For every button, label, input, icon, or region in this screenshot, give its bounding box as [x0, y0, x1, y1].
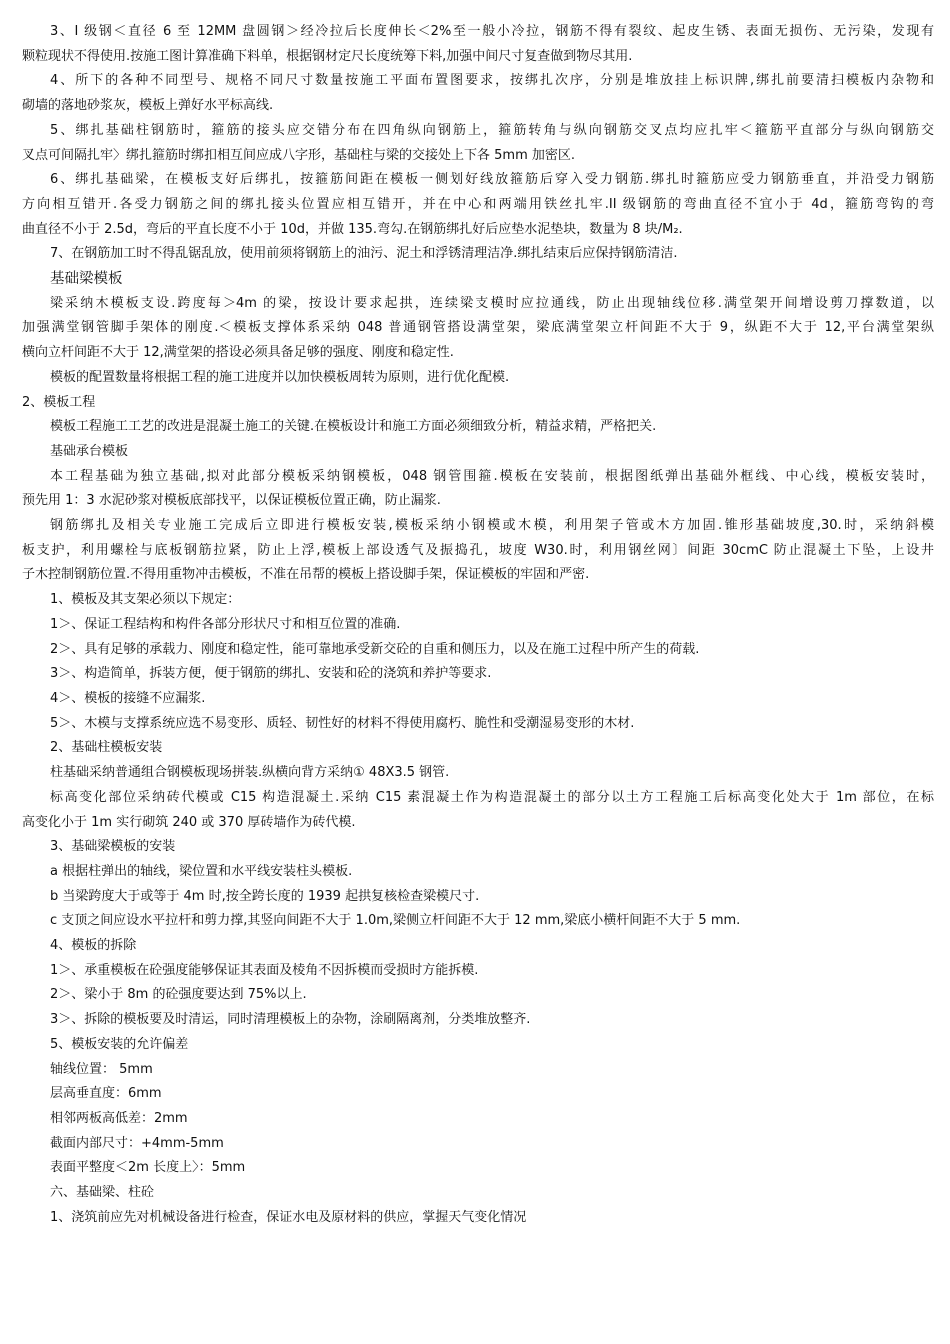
text-line: 梁采纳木模板支设.跨度每＞4m 的梁，按设计要求起拱，连续梁支模时应拉通线，防止出现轴线位移.满堂架开间增设剪刀撑数道，以	[50, 295, 934, 311]
text-line: 4＞、模板的接缝不应漏浆.	[50, 690, 206, 706]
section-heading: 基础梁模板	[50, 271, 123, 288]
text-line: 2＞、梁小于 8m 的砼强度要达到 75%以上.	[50, 987, 307, 1003]
text-line: 2＞、具有足够的承载力、刚度和稳定性，能可靠地承受新交砼的自重和侧压力，以及在施工过程中所产生的荷载.	[50, 641, 700, 657]
text-line: 叉点可间隔扎牢〉绑扎箍筋时绑扣相互间应成八字形，基础柱与梁的交接处上下各 5mm 加密区.	[22, 147, 575, 163]
text-line: 六、基础梁、柱砼	[50, 1185, 155, 1201]
text-line: 钢筋绑扎及相关专业施工完成后立即进行模板安装,模板采纳小钢模或木模，利用架子管或木方加固.锥形基础坡度,30.时，采纳斜模	[50, 518, 934, 534]
text-line: 7、在钢筋加工时不得乱锯乱放，使用前须将钢筋上的油污、泥土和浮锈清理洁净.绑扎结束后应保持钢筋清洁.	[50, 246, 678, 262]
text-line: 高变化小于 1m 实行砌筑 240 或 370 厚砖墙作为砖代模.	[22, 814, 356, 830]
text-line: 5＞、木模与支撑系统应选不易变形、质轻、韧性好的材料不得使用腐朽、脆性和受潮湿易变形的木材.	[50, 715, 635, 731]
text-line: 砌墙的落地砂浆灰，模板上弹好水平标高线.	[22, 98, 274, 114]
text-line: 层高垂直度：6mm	[50, 1086, 162, 1102]
text-line: 6、绑扎基础梁，在模板支好后绑扎，按箍筋间距在模板一侧划好线放箍筋后穿入受力钢筋.绑扎时箍筋应受力钢筋垂直，并沿受力钢筋	[50, 172, 934, 188]
text-line: 轴线位置： 5mm	[50, 1061, 153, 1077]
text-line: c 支顶之间应设水平拉杆和剪力撑,其竖向间距不大于 1.0m,梁侧立杆间距不大于 12 mm,梁底小横杆间距不大于 5 mm.	[50, 913, 741, 929]
text-line: 柱基础采纳普通组合钢模板现场拼装.纵横向背方采纳① 48X3.5 钢管.	[50, 765, 450, 781]
text-line: 1、浇筑前应先对机械设备进行检查，保证水电及原材料的供应，掌握天气变化情况	[50, 1209, 527, 1225]
text-line: 截面内部尺寸：+4mm-5mm	[50, 1135, 224, 1151]
text-line: 加强满堂钢管脚手架体的刚度.＜模板支撑体系采纳 048 普通钢管搭设满堂架，梁底满堂架立杆间距不大于 9，纵距不大于 12,平台满堂架纵	[22, 320, 934, 336]
text-line: 4、所下的各种不同型号、规格不同尺寸数量按施工平面布置图要求，按绑扎次序，分别是堆放挂上标识牌,绑扎前要清扫模板内杂物和	[50, 73, 934, 89]
text-line: 4、模板的拆除	[50, 938, 137, 954]
text-line: 曲直径不小于 2.5d，弯后的平直长度不小于 10d，并做 135.弯勾.在钢筋绑扎好后应垫水泥垫块，数量为 8 块/M₂.	[22, 221, 683, 237]
text-line: 标高变化部位采纳砖代模或 C15 构造混凝土.采纳 C15 素混凝土作为构造混凝土的部分以土方工程施工后标高变化处大于 1m 部位，在标	[50, 789, 934, 805]
text-line: 子木控制钢筋位置.不得用重物冲击模板，不准在吊帮的模板上搭设脚手架，保证模板的牢固和严密.	[22, 567, 590, 583]
text-line: b 当梁跨度大于或等于 4m 时,按全跨长度的 1939 起拱复核检查梁模尺寸.	[50, 888, 480, 904]
text-line: 预先用 1：3 水泥砂浆对模板底部找平，以保证模板位置正确，防止漏浆.	[22, 493, 441, 509]
text-line: 颗粒现状不得使用.按施工图计算准确下料单，根据钢材定尺长度统筹下料,加强中间尺寸复查做到物尽其用.	[22, 48, 633, 64]
text-line: 5、绑扎基础柱钢筋时，箍筋的接头应交错分布在四角纵向钢筋上，箍筋转角与纵向钢筋交叉点均应扎牢＜箍筋平直部分与纵向钢筋交	[50, 122, 934, 138]
text-line: 1、模板及其支架必须以下规定：	[50, 592, 241, 608]
text-line: 模板工程施工工艺的改进是混凝土施工的关键.在模板设计和施工方面必须细致分析，精益求精，严格把关.	[50, 419, 657, 435]
text-line: 3、基础梁模板的安装	[50, 839, 176, 855]
text-line: 5、模板安装的允许偏差	[50, 1036, 189, 1052]
text-line: 相邻两板高低差：2mm	[50, 1110, 188, 1126]
text-line: 基础承台模板	[50, 443, 129, 459]
text-line: 横向立杆间距不大于 12,满堂架的搭设必须具备足够的强度、刚度和稳定性.	[22, 345, 454, 361]
text-line: 表面平整度＜2m 长度上〉：5mm	[50, 1160, 246, 1176]
text-line: 板支护，利用螺栓与底板钢筋拉紧，防止上浮,模板上部设透气及振捣孔，坡度 W30.时，利用钢丝网〕间距 30cmC 防止混凝土下坠，上设井	[22, 542, 934, 558]
document-page	[22, 20, 934, 1230]
text-line: 3、I 级钢＜直径 6 至 12MM 盘圆钢＞经冷拉后长度伸长＜2%至一般小冷拉，钢筋不得有裂纹、起皮生锈、表面无损伤、无污染，发现有	[50, 24, 934, 39]
text-line: 3＞、拆除的模板要及时清运，同时清理模板上的杂物，涂刷隔离剂，分类堆放整齐.	[50, 1012, 531, 1028]
text-line: 1＞、保证工程结构和构件各部分形状尺寸和相互位置的准确.	[50, 616, 401, 632]
text-line: 方向相互错开.各受力钢筋之间的绑扎接头位置应相互错开，并在中心和两端用铁丝扎牢.II 级钢筋的弯曲直径不宜小于 4d，箍筋弯钩的弯	[22, 196, 934, 212]
text-line: 1＞、承重模板在砼强度能够保证其表面及棱角不因拆模而受损时方能拆模.	[50, 962, 479, 978]
text-line: 3＞、构造简单，拆装方便，便于钢筋的绑扎、安装和砼的浇筑和养护等要求.	[50, 666, 492, 682]
text-line: 2、模板工程	[22, 394, 96, 410]
text-line: 本工程基础为独立基础,拟对此部分模板采纳钢模板，048 钢管围箍.模板在安装前，根据图纸弹出基础外框线、中心线，模板安装时，	[50, 468, 934, 484]
text-line: a 根据柱弹出的轴线，梁位置和水平线安装柱头模板.	[50, 863, 353, 879]
text-line: 模板的配置数量将根据工程的施工进度并以加快模板周转为原则，进行优化配模.	[50, 369, 510, 385]
text-line: 2、基础柱模板安装	[50, 740, 163, 756]
